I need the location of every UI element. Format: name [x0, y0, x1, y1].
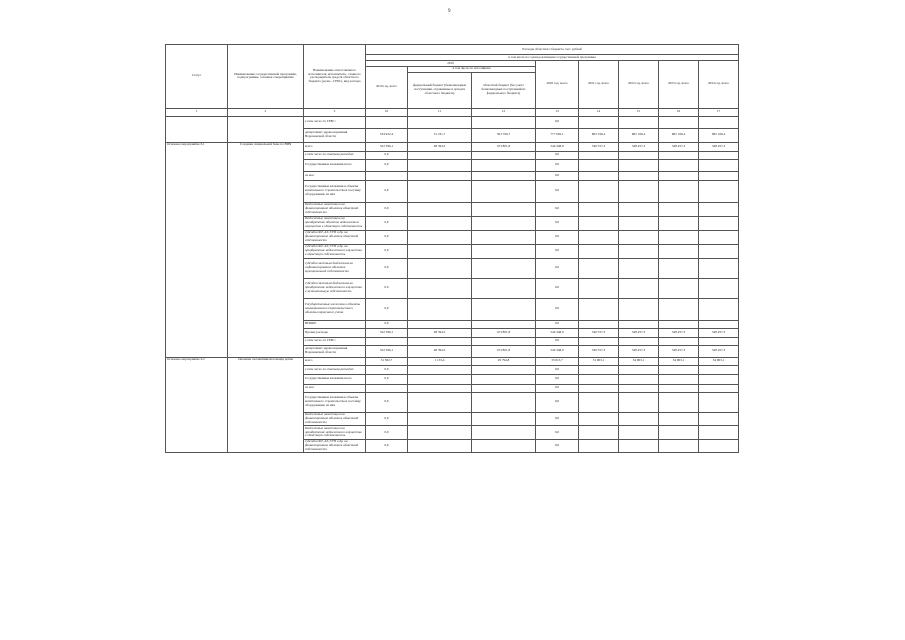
- value-cell: 0,0: [536, 298, 579, 320]
- value-cell: [472, 298, 536, 320]
- value-cell: [408, 365, 472, 374]
- row-label: Государственные вложения в объекты незавершенного строительства и объекты первичного учета: [304, 298, 366, 320]
- value-cell: [579, 258, 619, 278]
- col-num: 14: [579, 108, 619, 116]
- table-row: [166, 116, 739, 128]
- value-cell: 48 594,3: [408, 142, 472, 151]
- value-cell: [659, 439, 699, 452]
- value-cell: [659, 216, 699, 230]
- value-cell: 548 457,3: [699, 345, 739, 357]
- value-cell: 473 801,8: [472, 345, 536, 357]
- value-cell: 0,0: [366, 230, 408, 244]
- value-cell: 548 457,3: [619, 142, 659, 151]
- value-cell: [659, 180, 699, 202]
- value-cell: [408, 151, 472, 159]
- value-cell: [659, 171, 699, 180]
- value-cell: 34 903,1: [699, 357, 739, 365]
- value-cell: 0,0: [536, 384, 579, 392]
- value-cell: [408, 412, 472, 425]
- value-cell: [579, 230, 619, 244]
- value-cell: [472, 439, 536, 452]
- header-federal: федеральный бюджет (безвозмездные поступления, отраженные в доходах областного бюджета): [408, 72, 472, 108]
- status-cell: Основное мероприятие 6.1: [166, 142, 228, 357]
- value-cell: [579, 337, 619, 345]
- value-cell: [699, 230, 739, 244]
- col-num: 3: [304, 108, 366, 116]
- value-cell: [472, 425, 536, 439]
- value-cell: [408, 230, 472, 244]
- value-cell: [472, 384, 536, 392]
- value-cell: 548 457,3: [659, 142, 699, 151]
- value-cell: [472, 278, 536, 298]
- value-cell: 548 457,3: [699, 328, 739, 337]
- value-cell: [472, 337, 536, 345]
- value-cell: 0,0: [366, 392, 408, 412]
- value-cell: 522 396,1: [366, 328, 408, 337]
- value-cell: [699, 425, 739, 439]
- value-cell: 0,0: [536, 202, 579, 216]
- value-cell: [579, 151, 619, 159]
- value-cell: [408, 258, 472, 278]
- value-cell: [659, 202, 699, 216]
- value-cell: [659, 365, 699, 374]
- value-cell: 31 832,7: [366, 357, 408, 365]
- col-num: 13: [536, 108, 579, 116]
- value-cell: 0,0: [366, 425, 408, 439]
- value-cell: [579, 216, 619, 230]
- value-cell: [699, 374, 739, 384]
- header-total-2019: 2019 год, всего: [366, 66, 408, 108]
- name-cell: [228, 116, 304, 142]
- value-cell: 548 457,3: [659, 328, 699, 337]
- value-cell: [699, 180, 739, 202]
- value-cell: 0,0: [536, 374, 579, 384]
- value-cell: [408, 278, 472, 298]
- value-cell: [659, 159, 699, 171]
- value-cell: [659, 298, 699, 320]
- value-cell: [619, 202, 659, 216]
- row-label: всего: [304, 357, 366, 365]
- value-cell: [579, 439, 619, 452]
- value-cell: [408, 425, 472, 439]
- row-label: Государственные вложения в объекты капитального строительства и поставку оборудования, из них: [304, 392, 366, 412]
- row-label: НИОКР: [304, 320, 366, 328]
- header-incl-sources: в том числе по источникам: [408, 66, 536, 72]
- row-label: в том числе по ГРБС:: [304, 116, 366, 128]
- row-label: Государственные вложения в объекты капитального строительства и поставку оборудования, из них: [304, 180, 366, 202]
- value-cell: [472, 392, 536, 412]
- value-cell: [659, 278, 699, 298]
- value-cell: 544 348,9: [536, 345, 579, 357]
- value-cell: 777 692,1: [536, 128, 579, 142]
- value-cell: [408, 159, 472, 171]
- value-cell: [659, 258, 699, 278]
- value-cell: [579, 180, 619, 202]
- value-cell: 0,0: [536, 365, 579, 374]
- value-cell: [472, 216, 536, 230]
- value-cell: 34 903,1: [659, 357, 699, 365]
- value-cell: [699, 216, 739, 230]
- status-cell: Основное мероприятие 6.2: [166, 357, 228, 453]
- value-cell: [619, 374, 659, 384]
- value-cell: 0,0: [536, 216, 579, 230]
- value-cell: 540 557,3: [579, 328, 619, 337]
- value-cell: [619, 425, 659, 439]
- header-executor: Наименование ответственного исполнителя, исполнителя - главного распорядителя средств областного бюджета (далее - ГРБС), вид расхода: [304, 45, 366, 109]
- value-cell: 548 457,3: [619, 328, 659, 337]
- value-cell: [659, 337, 699, 345]
- col-num: 2: [228, 108, 304, 116]
- value-cell: [408, 374, 472, 384]
- value-cell: [472, 258, 536, 278]
- value-cell: [408, 202, 472, 216]
- value-cell: [699, 258, 739, 278]
- value-cell: 473 801,8: [472, 142, 536, 151]
- value-cell: [659, 425, 699, 439]
- header-2020: 2020 год, всего: [536, 61, 579, 109]
- status-cell: [166, 116, 228, 142]
- value-cell: [472, 180, 536, 202]
- value-cell: [408, 392, 472, 412]
- table-row: [166, 142, 739, 151]
- value-cell: 0,0: [366, 202, 408, 216]
- value-cell: 0,0: [536, 320, 579, 328]
- value-cell: 0,0: [536, 337, 579, 345]
- row-label: субсидии местным бюджетам на софинансирование объектов муниципальной собственности: [304, 258, 366, 278]
- value-cell: 0,0: [366, 278, 408, 298]
- value-cell: [699, 171, 739, 180]
- value-cell: [472, 202, 536, 216]
- value-cell: 33 013,7: [536, 357, 579, 365]
- header-by-years: в том числе по годам реализации государственной программы: [366, 55, 739, 61]
- value-cell: [659, 392, 699, 412]
- value-cell: [408, 337, 472, 345]
- value-cell: [619, 180, 659, 202]
- value-cell: [579, 171, 619, 180]
- value-cell: [472, 171, 536, 180]
- value-cell: [699, 384, 739, 392]
- value-cell: [699, 412, 739, 425]
- value-cell: [579, 244, 619, 258]
- value-cell: [619, 298, 659, 320]
- value-cell: 522 396,1: [366, 142, 408, 151]
- value-cell: 0,0: [536, 278, 579, 298]
- col-num: 15: [619, 108, 659, 116]
- value-cell: 534 922,4: [366, 128, 408, 142]
- value-cell: 0,0: [536, 116, 579, 128]
- col-num: 16: [659, 108, 699, 116]
- budget-table: [165, 44, 739, 453]
- col-num: 17: [699, 108, 739, 116]
- value-cell: [619, 412, 659, 425]
- value-cell: 31 231,7: [408, 128, 472, 142]
- value-cell: [619, 365, 659, 374]
- value-cell: [619, 384, 659, 392]
- value-cell: 0,0: [366, 412, 408, 425]
- value-cell: 548 457,3: [619, 345, 659, 357]
- name-cell: Создание специальной базы по ВИЧ: [228, 142, 304, 357]
- value-cell: [699, 159, 739, 171]
- value-cell: [699, 202, 739, 216]
- value-cell: 0,0: [536, 171, 579, 180]
- value-cell: [408, 384, 472, 392]
- value-cell: 0,0: [536, 439, 579, 452]
- value-cell: [619, 278, 659, 298]
- value-cell: [699, 151, 739, 159]
- value-cell: [408, 439, 472, 452]
- value-cell: [619, 151, 659, 159]
- value-cell: [408, 171, 472, 180]
- row-label: субсидии местным бюджетам на приобретение недвижимого имущества в муниципальную собственность: [304, 278, 366, 298]
- value-cell: [619, 216, 659, 230]
- col-num: 10: [366, 108, 408, 116]
- value-cell: 0,0: [366, 374, 408, 384]
- value-cell: [408, 180, 472, 202]
- value-cell: [619, 320, 659, 328]
- value-cell: 0,0: [536, 392, 579, 412]
- value-cell: 540 557,3: [579, 345, 619, 357]
- value-cell: [619, 439, 659, 452]
- row-label: Бюджетные инвестиции на финансирование объектов областной собственности: [304, 412, 366, 425]
- value-cell: 0,0: [536, 151, 579, 159]
- column-numbers-row: [166, 108, 739, 116]
- value-cell: [659, 412, 699, 425]
- row-label: всего: [304, 142, 366, 151]
- value-cell: [659, 320, 699, 328]
- value-cell: [579, 202, 619, 216]
- row-label: Государственные вложения всего: [304, 159, 366, 171]
- value-cell: [472, 374, 536, 384]
- value-cell: [472, 151, 536, 159]
- value-cell: 48 594,3: [408, 328, 472, 337]
- header-2022: 2022 год, всего: [619, 61, 659, 109]
- value-cell: [366, 337, 408, 345]
- value-cell: [472, 244, 536, 258]
- row-label: субсидии ФТ, АТ, ГУП и др. на приобретение недвижимого имущества в областную собственность: [304, 244, 366, 258]
- header-name: Наименование государственной программы, подпрограммы, основного мероприятия: [228, 45, 304, 109]
- value-cell: [579, 365, 619, 374]
- value-cell: [619, 171, 659, 180]
- value-cell: [579, 425, 619, 439]
- value-cell: [472, 320, 536, 328]
- value-cell: [408, 216, 472, 230]
- row-label: в том числе по статьям расходов:: [304, 151, 366, 159]
- value-cell: [619, 337, 659, 345]
- row-label: Бюджетные инвестиции на приобретение объектов недвижимого имущества в областную собственность: [304, 216, 366, 230]
- value-cell: [699, 298, 739, 320]
- value-cell: 0,0: [536, 258, 579, 278]
- value-cell: 0,0: [536, 425, 579, 439]
- row-label: из них:: [304, 384, 366, 392]
- value-cell: 0,0: [366, 159, 408, 171]
- value-cell: [366, 384, 408, 392]
- value-cell: [472, 412, 536, 425]
- value-cell: 0,0: [366, 365, 408, 374]
- col-num: 12: [472, 108, 536, 116]
- header-2021: 2021 год, всего: [579, 61, 619, 109]
- header-regional: областной бюджет (без учета безвозмездных поступлений из федерального бюджета): [472, 72, 536, 108]
- value-cell: 522 396,1: [366, 345, 408, 357]
- table-row: [166, 357, 739, 365]
- value-cell: [579, 159, 619, 171]
- value-cell: 34 903,1: [619, 357, 659, 365]
- value-cell: 544 348,9: [536, 142, 579, 151]
- value-cell: [619, 230, 659, 244]
- value-cell: 0,0: [536, 180, 579, 202]
- value-cell: [619, 159, 659, 171]
- header-2023: 2023 год, всего: [659, 61, 699, 109]
- row-label: департамент здравоохранения Воронежской области: [304, 345, 366, 357]
- value-cell: 1 135,4: [408, 357, 472, 365]
- value-cell: [659, 244, 699, 258]
- value-cell: 0,0: [536, 244, 579, 258]
- value-cell: [579, 392, 619, 412]
- row-label: Бюджетные инвестиции на приобретение недвижимого имущества в областную собственность: [304, 425, 366, 439]
- value-cell: 865 166,4: [619, 128, 659, 142]
- value-cell: 29 794,8: [472, 357, 536, 365]
- value-cell: 0,0: [536, 159, 579, 171]
- value-cell: [579, 320, 619, 328]
- value-cell: 0,0: [366, 244, 408, 258]
- value-cell: [366, 171, 408, 180]
- value-cell: [699, 337, 739, 345]
- value-cell: 865 166,4: [659, 128, 699, 142]
- budget-table-sheet: [165, 44, 738, 453]
- col-num: 1: [166, 108, 228, 116]
- row-label: субсидии ФТ, АТ, ГУП и др. на финансирование объектов областной собственности: [304, 439, 366, 452]
- value-cell: [699, 439, 739, 452]
- value-cell: [408, 320, 472, 328]
- value-cell: 0,0: [366, 216, 408, 230]
- value-cell: 548 457,3: [699, 142, 739, 151]
- value-cell: 0,0: [366, 439, 408, 452]
- value-cell: [472, 159, 536, 171]
- value-cell: [579, 412, 619, 425]
- value-cell: [699, 320, 739, 328]
- header-status: Статус: [166, 45, 228, 109]
- value-cell: [699, 392, 739, 412]
- row-label: субсидии ФТ, АТ, ГУП и др. на финансирование объектов областной собственности: [304, 230, 366, 244]
- value-cell: 503 790,7: [472, 128, 536, 142]
- value-cell: 0,0: [366, 298, 408, 320]
- value-cell: [659, 384, 699, 392]
- value-cell: 0,0: [366, 151, 408, 159]
- value-cell: 548 457,3: [659, 345, 699, 357]
- value-cell: [659, 151, 699, 159]
- col-num: 11: [408, 108, 472, 116]
- value-cell: [579, 278, 619, 298]
- row-label: Государственные вложения всего: [304, 374, 366, 384]
- value-cell: 0,0: [366, 258, 408, 278]
- value-cell: 863 196,4: [579, 128, 619, 142]
- value-cell: 48 594,3: [408, 345, 472, 357]
- value-cell: 865 166,4: [699, 128, 739, 142]
- row-label: департамент здравоохранения Воронежской области: [304, 128, 366, 142]
- value-cell: [408, 244, 472, 258]
- header-expenses-title: Расходы областного бюджета, тыс. рублей: [366, 45, 739, 55]
- value-cell: [619, 244, 659, 258]
- value-cell: [472, 230, 536, 244]
- value-cell: [579, 374, 619, 384]
- value-cell: [699, 365, 739, 374]
- header-2024: 2024 год, всего: [699, 61, 739, 109]
- value-cell: [699, 244, 739, 258]
- value-cell: [659, 230, 699, 244]
- value-cell: 0,0: [536, 412, 579, 425]
- value-cell: [408, 298, 472, 320]
- value-cell: 31 903,1: [579, 357, 619, 365]
- value-cell: [579, 384, 619, 392]
- name-cell: Оказание паллиативной помощи детям: [228, 357, 304, 453]
- row-label: из них:: [304, 171, 366, 180]
- value-cell: [472, 365, 536, 374]
- row-label: Бюджетные инвестиции на финансирование объектов областной собственности: [304, 202, 366, 216]
- value-cell: 540 557,3: [579, 142, 619, 151]
- row-label: в том числе по ГРБС:: [304, 337, 366, 345]
- value-cell: [619, 392, 659, 412]
- value-cell: 0,0: [366, 180, 408, 202]
- value-cell: 473 801,8: [472, 328, 536, 337]
- value-cell: 0,0: [366, 320, 408, 328]
- row-label: Прочие расходы: [304, 328, 366, 337]
- row-label: в том числе по статьям расходов:: [304, 365, 366, 374]
- value-cell: [659, 374, 699, 384]
- value-cell: 544 348,9: [536, 328, 579, 337]
- value-cell: [699, 278, 739, 298]
- value-cell: 0,0: [536, 230, 579, 244]
- header-year-2019: 2019: [366, 61, 536, 67]
- value-cell: [579, 298, 619, 320]
- page-number: 9: [448, 9, 451, 14]
- value-cell: [619, 258, 659, 278]
